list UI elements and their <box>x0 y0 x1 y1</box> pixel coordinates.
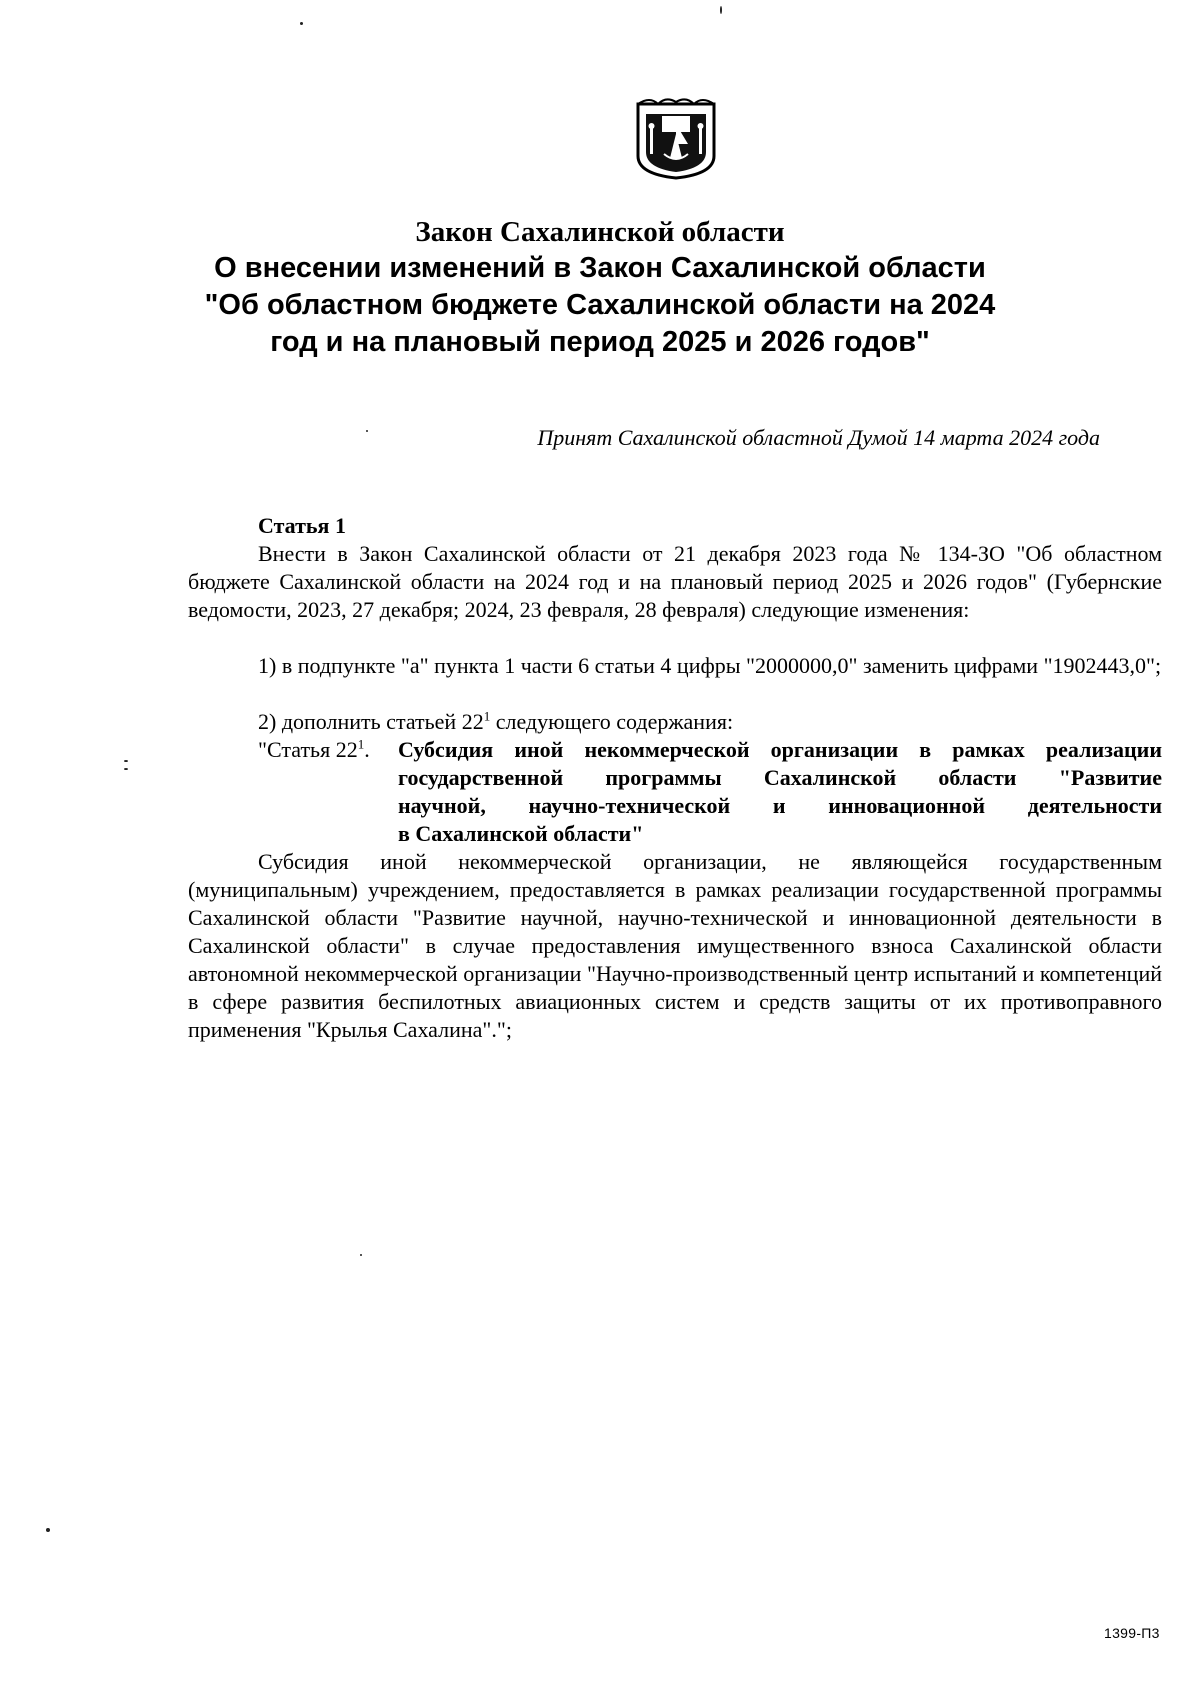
item-2 <box>188 708 1162 736</box>
new-article-label <box>258 736 398 764</box>
scan-speck <box>124 760 128 762</box>
law-subject-title: О внесении изменений в Закон Сахалинской области "Об областном бюджете Сахалинской области на 2024 год и на плановый период 2025 и 2026 годов" <box>204 252 996 358</box>
item-2-suffix: следующего содержания: <box>490 709 734 734</box>
new-article-title-line: в Сахалинской области" <box>398 821 644 846</box>
item-1: 1) в подпункте "а" пункта 1 части 6 статьи 4 цифры "2000000,0" заменить цифрами "1902443,0"; <box>258 653 1162 678</box>
new-article-22-1 <box>258 736 1162 846</box>
new-article-title-line: научной, научно-технической и инновационной деятельности <box>398 793 1162 818</box>
new-article-title <box>398 736 1162 848</box>
new-article-sup: 1 <box>357 736 365 752</box>
item-2-prefix: 2) дополнить статьей 22 <box>258 709 484 734</box>
item-2-sup: 1 <box>483 708 491 724</box>
new-article-dot: . <box>364 737 370 762</box>
law-title: Закон Сахалинской области <box>415 216 785 248</box>
scan-speck <box>360 1254 362 1256</box>
coat-of-arms-icon <box>636 94 716 180</box>
article-1-intro: Внести в Закон Сахалинской области от 21 декабря 2023 года № 134-ЗО "Об областном бюджете Сахалинской области на 2024 год и на плановый период 2025 и 2026 годов" (Губернские ведомости, 2023, 27 декабря; 2024, 23 февраля, 28 февраля) следующие изменения: <box>188 541 1162 622</box>
scan-speck <box>300 22 303 25</box>
scan-speck <box>46 1528 50 1532</box>
new-article-title-line: Субсидия иной некоммерческой организации в рамках реализации <box>398 737 1162 762</box>
new-article-body: Субсидия иной некоммерческой организации, не являющейся государственным (муниципальным) учреждением, предоставляется в рамках реализации государственной программы Сахалинской области "Развитие научной, научно-технической и инновационной деятельности в Сахалинской области" в случае предоставления имущественного взноса Сахалинской области автономной некоммерческой организации "Научно-производственный центр испытаний и компетенций в сфере развития беспилотных авиационных систем и средств защиты от их противоправного применения "Крылья Сахалина"."; <box>188 849 1162 1042</box>
article-1-heading: Статья 1 <box>258 513 346 538</box>
scan-speck <box>366 430 368 432</box>
adoption-note: Принят Сахалинской областной Думой 14 марта 2024 года <box>537 425 1100 450</box>
scan-speck <box>124 768 128 770</box>
new-article-title-line: государственной программы Сахалинской области "Развитие <box>398 765 1162 790</box>
page-code: 1399-П3 <box>1104 1625 1160 1641</box>
scan-speck <box>720 6 722 14</box>
new-article-prefix: "Статья 22 <box>258 737 358 762</box>
